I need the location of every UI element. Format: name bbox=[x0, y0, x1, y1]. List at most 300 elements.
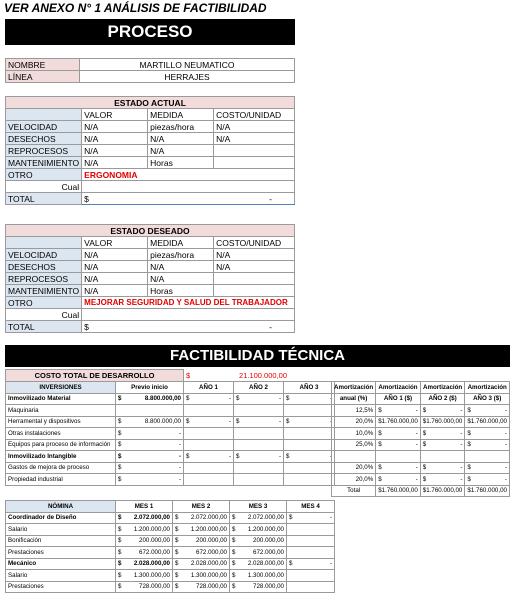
amount-value: - bbox=[460, 464, 463, 472]
nomina-amount bbox=[230, 535, 287, 547]
amount-wrap bbox=[118, 395, 181, 402]
amortizacion-row bbox=[332, 416, 510, 428]
valor-cell: N/A bbox=[82, 249, 148, 261]
amount-value: 1.200.000,00 bbox=[247, 525, 284, 533]
col-header: VALOR bbox=[82, 237, 148, 249]
amortizacion-rate: 20,0% bbox=[332, 462, 376, 474]
amount-wrap bbox=[118, 537, 170, 544]
nomina-amount bbox=[287, 535, 335, 547]
nomina-amount bbox=[116, 581, 173, 593]
inversion-amount bbox=[284, 462, 335, 474]
info-row bbox=[6, 59, 295, 71]
currency-sign: $ bbox=[232, 548, 236, 556]
amount-value: 8.800.000,00 bbox=[144, 418, 181, 426]
nomina-amount bbox=[173, 524, 230, 536]
amount-value: - bbox=[278, 418, 281, 426]
nomina-amount bbox=[287, 547, 335, 559]
row-label: DESECHOS bbox=[6, 261, 82, 273]
amount-value: - bbox=[329, 452, 332, 460]
amount-wrap bbox=[467, 476, 507, 483]
amortizacion-total bbox=[420, 485, 465, 497]
amount-wrap bbox=[118, 453, 181, 460]
currency-sign: $ bbox=[118, 441, 122, 449]
amount-value: - bbox=[278, 452, 281, 460]
nomina-header: MES 3 bbox=[230, 501, 287, 513]
amortizacion-total bbox=[376, 485, 421, 497]
valor-cell: N/A bbox=[82, 145, 148, 157]
estado-row bbox=[6, 133, 295, 145]
costo-total-value: 21.100.000,00 bbox=[239, 370, 287, 380]
amount-wrap bbox=[378, 407, 418, 414]
nomina-amount bbox=[173, 547, 230, 559]
amount-value: - bbox=[504, 441, 507, 449]
inversion-amount bbox=[116, 405, 184, 417]
amortizacion-amount bbox=[376, 451, 421, 463]
estado-row bbox=[6, 121, 295, 133]
amount-value: 2.028.000,00 bbox=[133, 560, 170, 568]
nomina-row bbox=[6, 512, 335, 524]
otro-label: OTRO bbox=[6, 169, 82, 181]
currency-sign: $ bbox=[232, 514, 236, 522]
amount-value: - bbox=[278, 395, 281, 403]
amount-wrap bbox=[175, 560, 227, 567]
info-value: MARTILLO NEUMATICO bbox=[80, 59, 295, 71]
cual-value bbox=[82, 309, 295, 321]
costo-cell bbox=[214, 273, 295, 285]
currency-sign: $ bbox=[422, 475, 427, 483]
currency-sign: $ bbox=[118, 560, 122, 568]
amortizacion-subheader: AÑO 3 ($) bbox=[465, 393, 510, 405]
amount-value: 728.000,00 bbox=[196, 583, 227, 591]
currency-sign: $ bbox=[467, 464, 471, 472]
amount-value: - bbox=[415, 406, 418, 414]
amount-value: 1.300.000,00 bbox=[190, 571, 227, 579]
nomina-header: MES 1 bbox=[116, 501, 173, 513]
amount-value: - bbox=[504, 475, 507, 483]
nomina-amount bbox=[287, 524, 335, 536]
amortizacion-row bbox=[332, 405, 510, 417]
amount-value: 1.760.000,00 bbox=[426, 487, 463, 495]
inversion-amount bbox=[116, 474, 184, 486]
currency-sign: $ bbox=[118, 525, 122, 533]
otro-label: OTRO bbox=[6, 297, 82, 309]
currency-sign: $ bbox=[286, 418, 290, 426]
medida-cell: N/A bbox=[148, 261, 214, 273]
row-label: MANTENIMIENTO bbox=[6, 157, 82, 169]
amount-value: 1.760.000,00 bbox=[470, 418, 507, 426]
amount-wrap bbox=[423, 487, 463, 494]
amortizacion-header: Amortización bbox=[420, 382, 465, 394]
amount-wrap bbox=[232, 514, 284, 521]
inversiones-header: AÑO 2 bbox=[234, 382, 284, 394]
valor-cell: N/A bbox=[82, 133, 148, 145]
total-cell bbox=[82, 321, 295, 333]
amount-wrap bbox=[118, 464, 181, 471]
amortizacion-rate: 25,0% bbox=[332, 439, 376, 451]
amount-value: - bbox=[178, 464, 181, 472]
nomina-amount bbox=[116, 524, 173, 536]
amount-value: - bbox=[329, 395, 332, 403]
nomina-amount bbox=[173, 581, 230, 593]
amount-wrap bbox=[118, 549, 170, 556]
currency-sign: $ bbox=[118, 475, 122, 483]
currency-sign: $ bbox=[236, 418, 240, 426]
amount-value: - bbox=[415, 441, 418, 449]
inversion-amount bbox=[116, 462, 184, 474]
amount-value: 1.200.000,00 bbox=[190, 525, 227, 533]
inversiones-header: Previo inicio bbox=[116, 382, 184, 394]
info-row bbox=[6, 71, 295, 83]
inversion-amount bbox=[234, 428, 284, 440]
currency-sign: $ bbox=[467, 441, 471, 449]
amount-wrap bbox=[286, 395, 332, 402]
row-label: REPROCESOS bbox=[6, 145, 82, 157]
currency-sign: $ bbox=[378, 487, 382, 495]
inversion-amount bbox=[284, 451, 335, 463]
amount-wrap bbox=[186, 395, 231, 402]
amount-wrap bbox=[236, 395, 281, 402]
info-value: HERRAJES bbox=[80, 71, 295, 83]
total-value: - bbox=[269, 193, 272, 204]
medida-cell: N/A bbox=[148, 145, 214, 157]
nomina-row bbox=[6, 570, 335, 582]
amount-wrap bbox=[467, 441, 507, 448]
cual-label: Cual bbox=[6, 181, 82, 193]
amortizacion-rate: 10,0% bbox=[332, 428, 376, 440]
inversion-amount bbox=[284, 416, 335, 428]
medida-cell: Horas bbox=[148, 285, 214, 297]
amortizacion-amount bbox=[465, 451, 510, 463]
nomina-amount bbox=[173, 535, 230, 547]
amount-wrap bbox=[378, 464, 418, 471]
currency-sign: $ bbox=[232, 525, 236, 533]
inversion-amount bbox=[116, 451, 184, 463]
currency-sign: $ bbox=[467, 406, 471, 414]
amount-value: - bbox=[329, 560, 332, 568]
currency-sign: $ bbox=[422, 441, 427, 449]
costo-cell bbox=[214, 285, 295, 297]
currency-sign: $ bbox=[118, 464, 122, 472]
amount-wrap bbox=[118, 441, 181, 448]
amount-value: 1.200.000,00 bbox=[133, 525, 170, 533]
currency-sign: $ bbox=[422, 418, 427, 426]
nomina-header: NÓMINA bbox=[6, 501, 116, 513]
amount-wrap bbox=[118, 583, 170, 590]
estado-deseado-table bbox=[5, 224, 295, 333]
amount-wrap bbox=[378, 476, 418, 483]
otro-value: MEJORAR SEGURIDAD Y SALUD DEL TRABAJADOR bbox=[82, 297, 295, 309]
valor-cell: N/A bbox=[82, 157, 148, 169]
amount-value: 200.000,00 bbox=[253, 537, 284, 545]
amount-value: 672.000,00 bbox=[253, 548, 284, 556]
amortizacion-amount bbox=[465, 439, 510, 451]
currency-sign: $ bbox=[378, 418, 382, 426]
amount-wrap bbox=[467, 430, 507, 437]
nomina-amount bbox=[173, 570, 230, 582]
inversion-amount bbox=[234, 451, 284, 463]
inversion-label: Inmovilizado Intangible bbox=[6, 451, 116, 463]
amount-wrap bbox=[232, 537, 284, 544]
costo-total-label: COSTO TOTAL DE DESARROLLO bbox=[6, 370, 184, 382]
info-label: NOMBRE bbox=[6, 59, 80, 71]
inversion-label: Maquinaria bbox=[6, 405, 116, 417]
inversion-amount bbox=[184, 416, 234, 428]
row-label: VELOCIDAD bbox=[6, 249, 82, 261]
amortizacion-header: Amortización bbox=[465, 382, 510, 394]
currency-sign: $ bbox=[186, 418, 190, 426]
inversion-amount bbox=[184, 474, 234, 486]
nomina-amount bbox=[116, 558, 173, 570]
nomina-amount bbox=[116, 535, 173, 547]
nomina-amount bbox=[287, 581, 335, 593]
amortizacion-amount bbox=[465, 474, 510, 486]
nomina-label: Salario bbox=[6, 524, 116, 536]
currency-sign: $ bbox=[175, 571, 179, 579]
nomina-label: Bonificación bbox=[6, 535, 116, 547]
amortizacion-amount bbox=[376, 416, 421, 428]
amortizacion-row bbox=[332, 474, 510, 486]
amortizacion-table bbox=[331, 381, 510, 497]
currency-sign: $ bbox=[422, 429, 427, 437]
medida-cell: N/A bbox=[148, 133, 214, 145]
amortizacion-rate: 12,5% bbox=[332, 405, 376, 417]
nomina-label: Coordinador de Diseño bbox=[6, 512, 116, 524]
amount-wrap bbox=[232, 549, 284, 556]
currency-sign: $ bbox=[236, 452, 240, 460]
currency-sign: $ bbox=[175, 560, 179, 568]
nomina-amount bbox=[287, 512, 335, 524]
currency-sign: $ bbox=[118, 548, 122, 556]
medida-cell: Horas bbox=[148, 157, 214, 169]
amount-value: 200.000,00 bbox=[196, 537, 227, 545]
inversion-amount bbox=[184, 405, 234, 417]
amount-value: 2.028.000,00 bbox=[247, 560, 284, 568]
proceso-title: PROCESO bbox=[5, 19, 295, 45]
amount-wrap bbox=[175, 526, 227, 533]
inversion-row bbox=[6, 405, 335, 417]
amount-value: 2.072.000,00 bbox=[133, 514, 170, 522]
costo-cell bbox=[214, 157, 295, 169]
amount-wrap bbox=[286, 453, 332, 460]
inversion-label: Otras instalaciones bbox=[6, 428, 116, 440]
amortizacion-amount bbox=[376, 474, 421, 486]
col-header: COSTO/UNIDAD bbox=[214, 237, 295, 249]
currency-sign: $ bbox=[118, 418, 122, 426]
costo-cell: N/A bbox=[214, 261, 295, 273]
amortizacion-subheader: anual (%) bbox=[332, 393, 376, 405]
inversiones-header: AÑO 3 bbox=[284, 382, 335, 394]
amount-value: - bbox=[460, 475, 463, 483]
nomina-header: MES 4 bbox=[287, 501, 335, 513]
inversion-row bbox=[6, 428, 335, 440]
nomina-amount bbox=[116, 512, 173, 524]
amortizacion-amount bbox=[376, 439, 421, 451]
currency: $ bbox=[84, 193, 89, 204]
amount-wrap bbox=[423, 441, 463, 448]
currency-sign: $ bbox=[236, 395, 240, 403]
currency-sign: $ bbox=[422, 406, 427, 414]
amount-value: - bbox=[178, 452, 181, 460]
amount-value: 1.760.000,00 bbox=[381, 418, 418, 426]
estado-row bbox=[6, 249, 295, 261]
currency-sign: $ bbox=[175, 548, 179, 556]
currency-sign: $ bbox=[467, 418, 471, 426]
costo-cell bbox=[214, 145, 295, 157]
currency-sign: $ bbox=[175, 525, 179, 533]
amount-value: 1.760.000,00 bbox=[470, 487, 507, 495]
col-header: MEDIDA bbox=[148, 109, 214, 121]
currency-sign: $ bbox=[378, 464, 382, 472]
amount-value: - bbox=[460, 441, 463, 449]
amortizacion-subheader: AÑO 2 ($) bbox=[420, 393, 465, 405]
amount-value: 2.028.000,00 bbox=[190, 560, 227, 568]
currency-sign: $ bbox=[118, 514, 122, 522]
nomina-label: Prestaciones bbox=[6, 581, 116, 593]
currency-sign: $ bbox=[467, 429, 471, 437]
cual-value bbox=[82, 181, 295, 193]
amount-wrap bbox=[118, 430, 181, 437]
amount-value: 728.000,00 bbox=[139, 583, 170, 591]
amount-value: - bbox=[228, 452, 231, 460]
amortizacion-row bbox=[332, 439, 510, 451]
estado-row bbox=[6, 261, 295, 273]
estado-row bbox=[6, 157, 295, 169]
amount-wrap bbox=[236, 453, 281, 460]
estado-deseado-title: ESTADO DESEADO bbox=[6, 225, 295, 237]
col-header: MEDIDA bbox=[148, 237, 214, 249]
amount-wrap bbox=[423, 407, 463, 414]
amount-value: - bbox=[460, 429, 463, 437]
nomina-amount bbox=[230, 524, 287, 536]
amount-wrap bbox=[118, 526, 170, 533]
row-label: VELOCIDAD bbox=[6, 121, 82, 133]
amount-value: - bbox=[228, 418, 231, 426]
inversion-amount bbox=[234, 439, 284, 451]
amortizacion-amount bbox=[465, 416, 510, 428]
inversion-amount bbox=[234, 474, 284, 486]
inversion-amount bbox=[284, 474, 335, 486]
inversion-amount bbox=[184, 439, 234, 451]
inversion-label: Herramental y dispositivos bbox=[6, 416, 116, 428]
amount-value: - bbox=[504, 464, 507, 472]
currency-sign: $ bbox=[378, 475, 382, 483]
inversion-amount bbox=[116, 416, 184, 428]
amount-wrap bbox=[423, 464, 463, 471]
amount-value: - bbox=[178, 429, 181, 437]
currency-sign: $ bbox=[186, 395, 190, 403]
estado-row bbox=[6, 285, 295, 297]
nomina-amount bbox=[230, 558, 287, 570]
cual-label: Cual bbox=[6, 309, 82, 321]
amount-wrap bbox=[175, 537, 227, 544]
amortizacion-amount bbox=[420, 416, 465, 428]
inversion-amount bbox=[234, 462, 284, 474]
valor-cell: N/A bbox=[82, 261, 148, 273]
inversion-label: Equipos para proceso de información bbox=[6, 439, 116, 451]
amount-value: - bbox=[329, 514, 332, 522]
nomina-header: MES 2 bbox=[173, 501, 230, 513]
amount-wrap bbox=[378, 418, 418, 425]
col-header: COSTO/UNIDAD bbox=[214, 109, 295, 121]
costo-total-table bbox=[5, 369, 289, 382]
amortizacion-total-label: Total bbox=[332, 485, 376, 497]
inversion-label: Gastos de mejora de proceso bbox=[6, 462, 116, 474]
amortizacion-amount bbox=[420, 474, 465, 486]
estado-actual-table bbox=[5, 96, 295, 205]
inversion-amount bbox=[116, 428, 184, 440]
costo-total-cell bbox=[184, 370, 290, 382]
factibilidad-title: FACTIBILIDAD TÉCNICA bbox=[5, 345, 510, 367]
amount-value: - bbox=[504, 406, 507, 414]
inversiones-header: AÑO 1 bbox=[184, 382, 234, 394]
amortizacion-header: Amortización bbox=[332, 382, 376, 394]
inversion-row bbox=[6, 439, 335, 451]
inversion-amount bbox=[284, 428, 335, 440]
amount-wrap bbox=[467, 407, 507, 414]
nomina-amount bbox=[230, 512, 287, 524]
amount-wrap bbox=[186, 453, 231, 460]
col-header: VALOR bbox=[82, 109, 148, 121]
nomina-amount bbox=[173, 558, 230, 570]
currency-sign: $ bbox=[378, 406, 382, 414]
inversion-row bbox=[6, 393, 335, 405]
nomina-row bbox=[6, 524, 335, 536]
amortizacion-amount bbox=[420, 462, 465, 474]
amortizacion-amount bbox=[420, 451, 465, 463]
amount-wrap bbox=[423, 418, 463, 425]
amount-value: 672.000,00 bbox=[196, 548, 227, 556]
nomina-label: Prestaciones bbox=[6, 547, 116, 559]
amount-wrap bbox=[175, 583, 227, 590]
amortizacion-amount bbox=[420, 405, 465, 417]
amount-wrap bbox=[232, 560, 284, 567]
costo-cell: N/A bbox=[214, 121, 295, 133]
medida-cell: piezas/hora bbox=[148, 249, 214, 261]
inversion-row bbox=[6, 451, 335, 463]
costo-cell: N/A bbox=[214, 249, 295, 261]
nomina-amount bbox=[287, 570, 335, 582]
amortizacion-amount bbox=[465, 462, 510, 474]
amount-wrap bbox=[232, 583, 284, 590]
amount-value: 8.800.000,00 bbox=[144, 395, 181, 403]
inversion-row bbox=[6, 462, 335, 474]
inversion-amount bbox=[234, 405, 284, 417]
amount-wrap bbox=[286, 418, 332, 425]
currency-sign: $ bbox=[118, 571, 122, 579]
currency-sign: $ bbox=[289, 560, 293, 568]
amount-value: - bbox=[178, 475, 181, 483]
currency-sign: $ bbox=[175, 514, 179, 522]
currency-sign: $ bbox=[118, 537, 122, 545]
total-label: TOTAL bbox=[6, 193, 82, 205]
valor-cell: N/A bbox=[82, 273, 148, 285]
nomina-amount bbox=[230, 581, 287, 593]
row-label: REPROCESOS bbox=[6, 273, 82, 285]
nomina-table bbox=[5, 500, 335, 593]
inversion-amount bbox=[234, 416, 284, 428]
nomina-amount bbox=[173, 512, 230, 524]
nomina-amount bbox=[230, 547, 287, 559]
amount-wrap bbox=[423, 430, 463, 437]
amount-wrap bbox=[175, 549, 227, 556]
nomina-label: Mecánico bbox=[6, 558, 116, 570]
amount-wrap bbox=[232, 572, 284, 579]
otro-value: ERGONOMIA bbox=[82, 169, 295, 181]
nomina-amount bbox=[287, 558, 335, 570]
currency-sign: $ bbox=[175, 583, 179, 591]
amortizacion-row bbox=[332, 462, 510, 474]
info-table bbox=[5, 58, 295, 83]
